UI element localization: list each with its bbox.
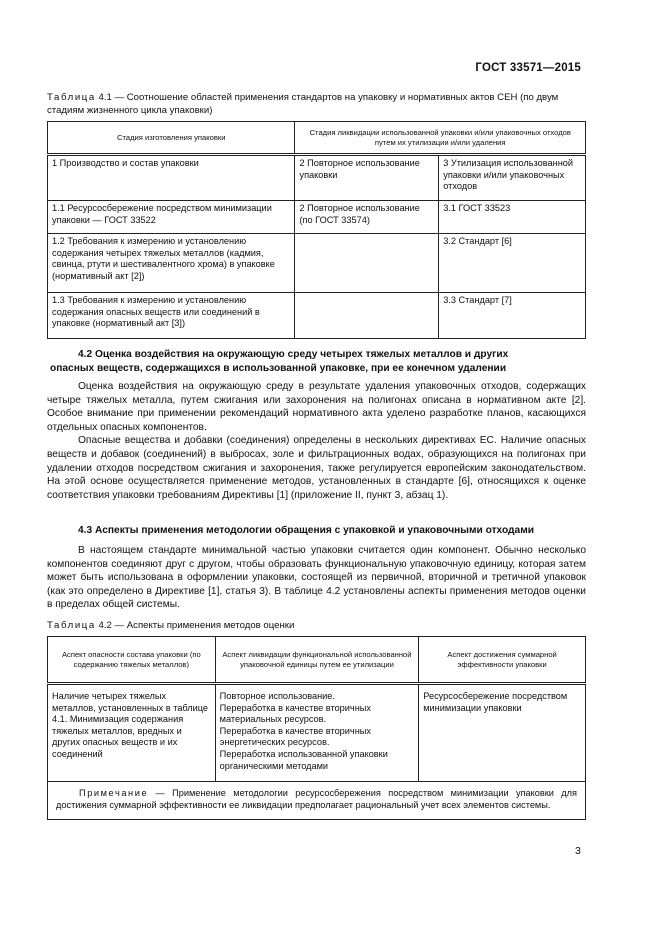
document-number: ГОСТ 33571—2015 — [475, 62, 581, 74]
list-item: Переработка в качестве вторичных материальных ресурсов. — [219, 702, 371, 725]
table-cell — [295, 234, 439, 293]
table-4-2 — [47, 636, 586, 820]
list-item: Переработка использованной упаковки органическими методами — [219, 748, 388, 771]
note-text: — Применение методологии ресурсосбережения посредством минимизации упаковки для достижения суммарной эффективности ее ликвидации предполагает рациональный учет всех элементов системы. — [56, 788, 577, 810]
table-cell: 3.1 ГОСТ 33523 — [439, 201, 586, 234]
section-4-2-title — [50, 348, 586, 375]
paragraph: В настоящем стандарте минимальной частью упаковки считается один компонент. Обычно несколько компонентов соединяют друг с другом, чтобы образовать функциональную упаковочную единицу, которая затем может быть использована в оформлении упаковки, состоящей из первичной, вторичной и третичной упаковок (как это определено в Директиве [1], статья 3). В таблице 4.2 установлены аспекты применения методов оценки в пределах общей системы. — [47, 545, 586, 611]
table-header-cell: Аспект опасности состава упаковки (по содержанию тяжелых металлов) — [48, 637, 216, 684]
caption-label: Таблица — [47, 620, 96, 631]
table-note — [48, 782, 586, 820]
table-row — [48, 234, 586, 293]
table-cell: 1.3 Требования к измерению и установлению содержания опасных веществ или соединений в упаковке (нормативный акт [3]) — [48, 293, 295, 339]
section-4-3-title: 4.3 Аспекты применения методологии обращения с упаковкой и упаковочными отходами — [78, 525, 534, 536]
table-4-1-caption — [47, 92, 587, 117]
table-header-cell: Стадия изготовления упаковки — [48, 122, 295, 155]
table-row — [48, 201, 586, 234]
caption-text: 4.1 — Соотношение областей применения стандартов на упаковку и нормативных актов СЕН (по двум стадиям жизненного цикла упаковки) — [47, 92, 559, 116]
caption-label: Таблица — [47, 92, 96, 103]
table-row — [48, 293, 586, 339]
table-cell: 1.2 Требования к измерению и установлению содержания четырех тяжелых металлов (кадмия, свинца, ртути и шестивалентного хрома) в упаковке (нормативный акт [2]) — [48, 234, 295, 293]
table-header-cell: Аспект ликвидации функциональной использованной упаковочной единицы путем ее утилизации — [215, 637, 419, 684]
table-cell: 2 Повторное использование упаковки — [295, 155, 439, 201]
table-cell: Ресурсосбережение посредством минимизации упаковки — [419, 684, 586, 782]
table-header-cell: Аспект достижения суммарной эффективности упаковки — [419, 637, 586, 684]
table-row — [48, 684, 586, 782]
table-cell — [295, 293, 439, 339]
table-cell: Наличие четырех тяжелых металлов, установленных в таблице 4.1. Минимизация содержания тяжелых металлов, вредных и других опасных веществ и их соединений — [48, 684, 216, 782]
section-title-line: опасных веществ, содержащихся в использованной упаковке, при ее конечном удалении — [50, 362, 507, 374]
table-4-2-caption — [47, 620, 587, 633]
list-item: Переработка в качестве вторичных энергетических ресурсов. — [219, 725, 371, 748]
table-cell: 1 Производство и состав упаковки — [48, 155, 295, 201]
table-cell: 1.1 Ресурсосбережение посредством минимизации упаковки — ГОСТ 33522 — [48, 201, 295, 234]
paragraph: Опасные вещества и добавки (соединения) определены в нескольких директивах ЕС. Наличие опасных веществ и добавок (соединений) в выбросах, золе и фильтрационных водах, образующихся на полигонах при удалении отходов посредством сжигания и захоронения, также регулируется европейским законодательством. На этой основе осуществляется применение методов, установленных в стандарте [6], относящихся к оценке соответствия упаковки требованиям Директивы [1] (приложение II, пункт 3, абзац 1). — [47, 435, 586, 501]
table-cell — [215, 684, 419, 782]
table-cell: 2 Повторное использование (по ГОСТ 33574) — [295, 201, 439, 234]
table-cell: 3 Утилизация использованной упаковки и/или упаковочных отходов — [439, 155, 586, 201]
table-4-1 — [47, 121, 586, 339]
section-title-line: 4.2 Оценка воздействия на окружающую среду четырех тяжелых металлов и других — [78, 349, 509, 360]
table-row — [48, 155, 586, 201]
section-4-3-body — [47, 544, 586, 612]
caption-text: 4.2 — Аспекты применения методов оценки — [95, 620, 295, 631]
table-cell: 3.2 Стандарт [6] — [439, 234, 586, 293]
note-label: Примечание — [79, 788, 149, 798]
table-cell: 3.3 Стандарт [7] — [439, 293, 586, 339]
list-item: Повторное использование. — [219, 691, 335, 701]
page-number: 3 — [575, 845, 581, 857]
section-4-2-body — [47, 380, 586, 502]
table-header-cell: Стадия ликвидации использованной упаковки и/или упаковочных отходов путем их утилизации и/или удаления — [295, 122, 586, 155]
paragraph: Оценка воздействия на окружающую среду в результате удаления упаковочных отходов, содержащих четыре тяжелых металла, путем сжигания или захоронения на полигонах описана в нормативном акте [2]. Особое внимание при применении рекомендаций нормативного акта уделено разработке планов, касающихся отдельных опасных компонентов. — [47, 381, 586, 433]
